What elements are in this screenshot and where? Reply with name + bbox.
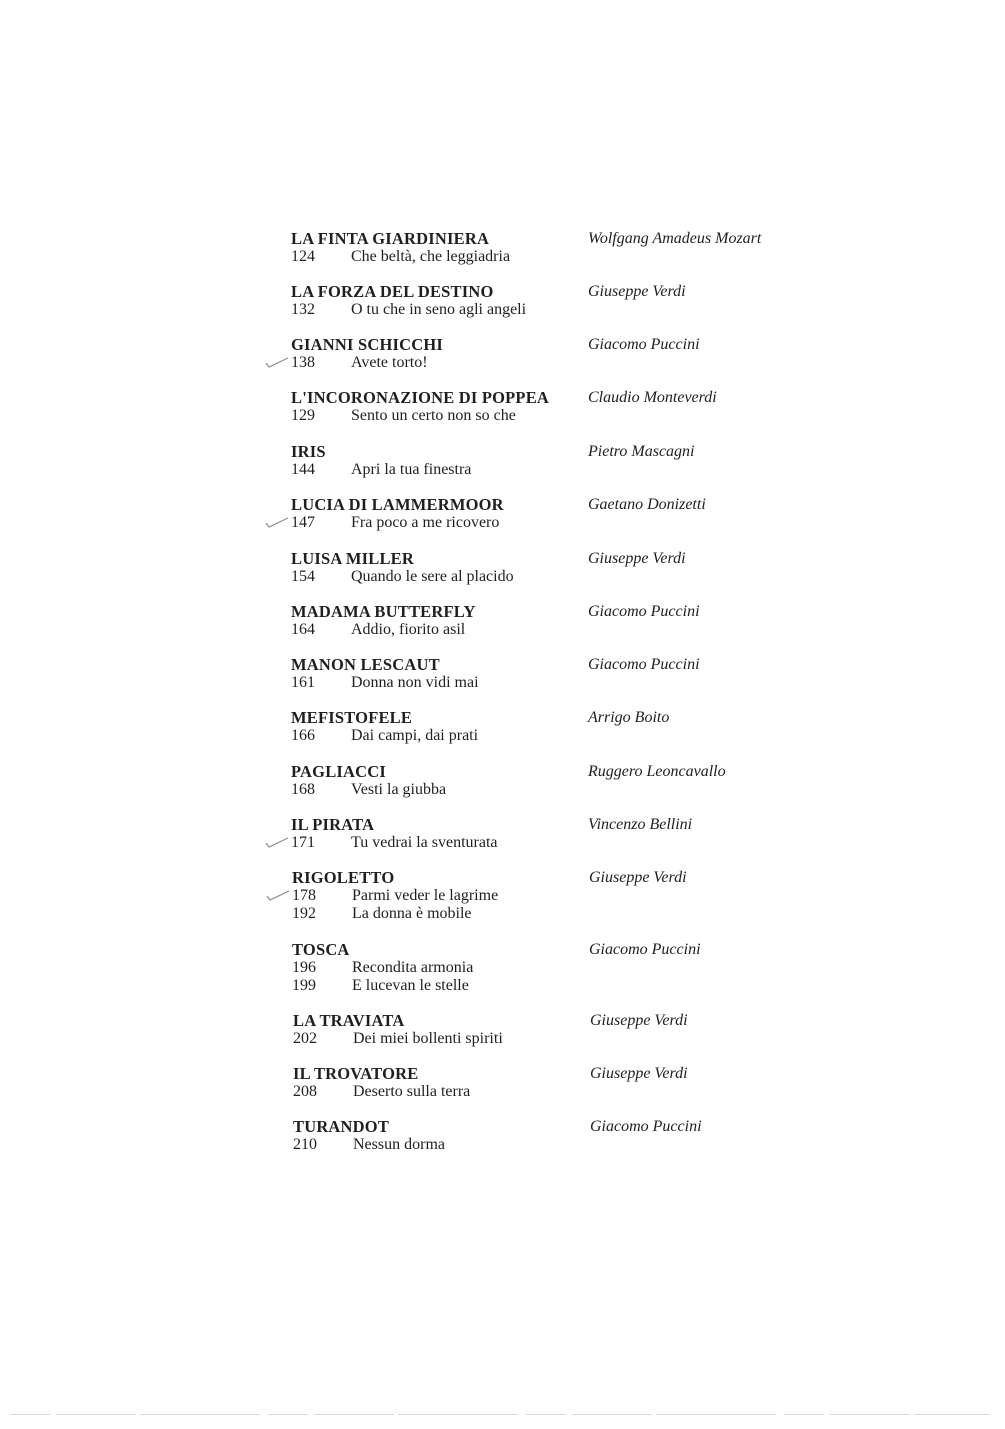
aria-title: Recondita armonia (352, 959, 474, 976)
aria-title: Dei miei bollenti spiriti (353, 1030, 503, 1047)
aria-title: Addio, fiorito asil (351, 621, 466, 638)
aria-page-number: 192 (292, 905, 316, 922)
aria-page-number: 166 (291, 727, 315, 744)
aria-title: Che beltà, che leggiadria (351, 248, 511, 265)
composer-name: Vincenzo Bellini (588, 816, 693, 833)
composer-name: Giuseppe Verdi (589, 869, 687, 886)
aria-title: Dai campi, dai prati (351, 727, 479, 744)
composer-name: Ruggero Leoncavallo (588, 763, 726, 780)
aria-page-number: 202 (293, 1030, 317, 1047)
composer-name: Giacomo Puccini (588, 336, 700, 353)
pencil-check-mark-icon (265, 515, 289, 529)
aria-title: La donna è mobile (352, 905, 472, 922)
composer-name: Giuseppe Verdi (590, 1065, 688, 1082)
opera-title: MEFISTOFELE (291, 708, 413, 727)
aria-title: Sento un certo non so che (351, 407, 516, 424)
opera-title: IRIS (291, 442, 326, 461)
opera-title: LA FORZA DEL DESTINO (291, 282, 494, 301)
composer-name: Pietro Mascagni (588, 443, 695, 460)
aria-page-number: 132 (291, 301, 315, 318)
composer-name: Giuseppe Verdi (588, 283, 686, 300)
aria-page-number: 199 (292, 977, 316, 994)
aria-page-number: 129 (291, 407, 315, 424)
opera-title: L'INCORONAZIONE DI POPPEA (291, 388, 550, 407)
composer-name: Giacomo Puccini (588, 656, 700, 673)
aria-title: Apri la tua finestra (351, 461, 472, 478)
aria-title: E lucevan le stelle (352, 977, 469, 994)
aria-title: Donna non vidi mai (351, 674, 479, 691)
aria-page-number: 196 (292, 959, 316, 976)
composer-name: Giacomo Puccini (588, 603, 700, 620)
aria-page-number: 171 (291, 834, 315, 851)
aria-page-number: 164 (291, 621, 315, 638)
opera-title: LUCIA DI LAMMERMOOR (291, 495, 504, 514)
composer-name: Giacomo Puccini (590, 1118, 702, 1135)
composer-name: Gaetano Donizetti (588, 496, 706, 513)
aria-page-number: 138 (291, 354, 315, 371)
opera-title: TOSCA (292, 940, 350, 959)
aria-title: Tu vedrai la sventurata (351, 834, 498, 851)
scan-edge-line (10, 1413, 990, 1416)
aria-page-number: 161 (291, 674, 315, 691)
pencil-check-mark-icon (266, 888, 290, 902)
aria-title: Nessun dorma (353, 1136, 445, 1153)
composer-name: Giuseppe Verdi (590, 1012, 688, 1029)
aria-title: Avete torto! (351, 354, 428, 371)
aria-title: Fra poco a me ricovero (351, 514, 500, 531)
aria-page-number: 144 (291, 461, 315, 478)
opera-title: GIANNI SCHICCHI (291, 335, 443, 354)
composer-name: Claudio Monteverdi (588, 389, 717, 406)
opera-title: PAGLIACCI (291, 762, 386, 781)
aria-title: Deserto sulla terra (353, 1083, 471, 1100)
opera-title: LA TRAVIATA (293, 1011, 405, 1030)
aria-title: Vesti la giubba (351, 781, 447, 798)
aria-title: O tu che in seno agli angeli (351, 301, 527, 318)
aria-page-number: 210 (293, 1136, 317, 1153)
pencil-check-mark-icon (265, 355, 289, 369)
aria-page-number: 154 (291, 568, 315, 585)
opera-title: MADAMA BUTTERFLY (291, 602, 476, 621)
pencil-check-mark-icon (265, 835, 289, 849)
opera-title: IL TROVATORE (293, 1064, 419, 1083)
aria-page-number: 168 (291, 781, 315, 798)
aria-page-number: 124 (291, 248, 315, 265)
opera-title: LA FINTA GIARDINIERA (291, 229, 490, 248)
aria-page-number: 208 (293, 1083, 317, 1100)
opera-title: MANON LESCAUT (291, 655, 440, 674)
opera-title: RIGOLETTO (292, 868, 395, 887)
opera-title: IL PIRATA (291, 815, 375, 834)
opera-title: LUISA MILLER (291, 549, 414, 568)
composer-name: Giacomo Puccini (589, 941, 701, 958)
composer-name: Wolfgang Amadeus Mozart (588, 230, 762, 247)
composer-name: Arrigo Boito (588, 709, 670, 726)
aria-page-number: 147 (291, 514, 315, 531)
opera-title: TURANDOT (293, 1117, 390, 1136)
aria-title: Parmi veder le lagrime (352, 887, 499, 904)
aria-page-number: 178 (292, 887, 316, 904)
aria-title: Quando le sere al placido (351, 568, 514, 585)
composer-name: Giuseppe Verdi (588, 550, 686, 567)
